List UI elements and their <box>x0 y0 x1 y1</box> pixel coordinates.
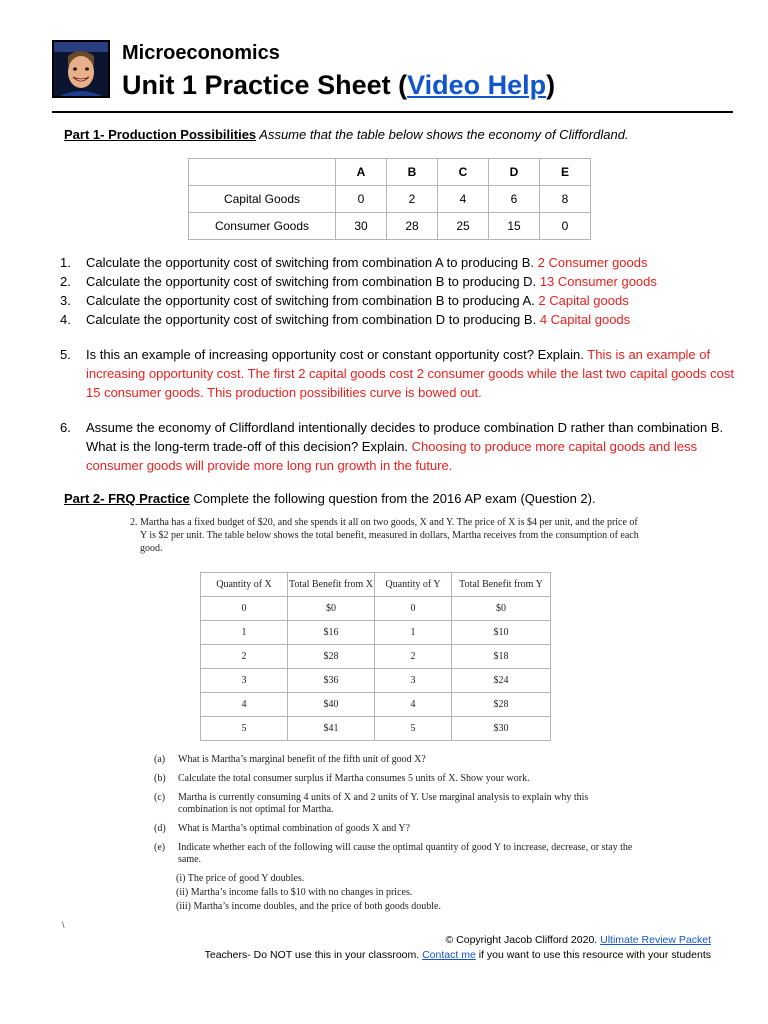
benefit-row <box>201 693 551 717</box>
benefit-cell: 1 <box>201 621 288 645</box>
exam-part-label: (c) <box>154 792 166 803</box>
question-answer: Choosing to produce more capital goods and less consumer goods will provide more long run growth in the future. <box>86 439 698 473</box>
author-avatar-icon <box>54 42 108 96</box>
benefit-cell: $0 <box>288 597 375 621</box>
question-text: Calculate the opportunity cost of switching from combination D to producing B. <box>86 312 537 327</box>
part2-heading <box>64 491 596 506</box>
benefit-column-header: Total Benefit from Y <box>452 573 551 597</box>
benefit-cell: $41 <box>288 717 375 741</box>
author-photo <box>52 40 110 98</box>
question-number: 2. <box>60 274 71 289</box>
part1-label: Part 1- Production Possibilities <box>64 127 257 142</box>
question-text: Calculate the opportunity cost of switching from combination B to producing A. <box>86 293 535 308</box>
question-answer: 2 Consumer goods <box>537 255 648 270</box>
benefit-cell: $30 <box>452 717 551 741</box>
question-answer: 4 Capital goods <box>539 312 631 327</box>
question-text: Calculate the opportunity cost of switching from combination B to producing D. <box>86 274 537 289</box>
benefit-cell: 5 <box>201 717 288 741</box>
header <box>52 40 732 100</box>
exam-part-text: Indicate whether each of the following will cause the optimal quantity of good Y to increase, decrease, or stay the same. <box>178 842 633 865</box>
benefit-cell: $18 <box>452 645 551 669</box>
question-answer: 13 Consumer goods <box>539 274 657 289</box>
exam-part <box>154 773 634 785</box>
question-list <box>60 253 750 475</box>
exam-part <box>154 754 634 766</box>
question-item <box>60 253 750 272</box>
ppf-column-header: B <box>387 159 438 186</box>
title-text: Unit 1 Practice Sheet ( <box>122 70 408 100</box>
benefit-cell: $28 <box>452 693 551 717</box>
benefit-row <box>201 597 551 621</box>
benefit-cell: $16 <box>288 621 375 645</box>
benefit-cell: $36 <box>288 669 375 693</box>
part2-label: Part 2- FRQ Practice <box>64 491 190 506</box>
ppf-cell: 0 <box>540 213 591 240</box>
benefit-header-row <box>201 573 551 597</box>
benefit-column-header: Total Benefit from X <box>288 573 375 597</box>
question-text: Is this an example of increasing opportunity cost or constant opportunity cost? Explain. <box>86 347 584 362</box>
exam-part-text: Calculate the total consumer surplus if Martha consumes 5 units of X. Show your work. <box>178 773 530 784</box>
benefit-cell: $28 <box>288 645 375 669</box>
exam-question-stem: Martha has a fixed budget of $20, and she spends it all on two goods, X and Y. The price of X is $4 per unit, and the price of Y is $2 per unit. The table below shows the total benefit, measured in dollars, Martha receives from the consumption of each good. <box>140 517 639 554</box>
exam-part-text: What is Martha’s optimal combination of goods X and Y? <box>178 823 411 834</box>
ppf-cell: 30 <box>336 213 387 240</box>
exam-part <box>154 792 634 816</box>
exam-part-text: What is Martha’s marginal benefit of the fifth unit of good X? <box>178 754 426 765</box>
ppf-cell: 2 <box>387 186 438 213</box>
video-help-link[interactable]: Video Help <box>407 70 547 100</box>
exam-question-number: 2. <box>130 517 138 528</box>
question-text: Assume the economy of Cliffordland intentionally decides to produce combination D rather than combination B. What is the long-term trade-off of this decision? Explain. <box>86 420 724 454</box>
question-number: 4. <box>60 312 71 327</box>
review-packet-link[interactable]: Ultimate Review Packet <box>600 934 711 946</box>
exam-parts <box>154 754 634 915</box>
course-name: Microeconomics <box>122 42 280 64</box>
question-item <box>60 418 750 475</box>
ppf-header-row <box>189 159 591 186</box>
stray-mark: \ <box>62 920 65 930</box>
exam-subpart: (i) The price of good Y doubles. <box>176 873 305 884</box>
benefit-cell: $24 <box>452 669 551 693</box>
question-text: Calculate the opportunity cost of switching from combination A to producing B. <box>86 255 535 270</box>
question-answer: This is an example of increasing opportunity cost. The first 2 capital goods cost 2 consumer goods while the last two capital goods cost 15 consumer goods. This production possibilities curve is bowed out. <box>86 347 734 400</box>
question-item <box>60 291 750 310</box>
benefit-cell: 0 <box>201 597 288 621</box>
ppf-column-header: C <box>438 159 489 186</box>
exam-part-label: (d) <box>154 823 166 834</box>
ppf-cell: 6 <box>489 186 540 213</box>
question-item <box>60 272 750 291</box>
ppf-cell: 28 <box>387 213 438 240</box>
question-number: 3. <box>60 293 71 308</box>
benefit-cell: $40 <box>288 693 375 717</box>
ppf-row-label: Consumer Goods <box>189 213 336 240</box>
question-number: 5. <box>60 347 71 362</box>
benefit-row <box>201 645 551 669</box>
benefit-table <box>200 572 551 741</box>
benefit-cell: 3 <box>201 669 288 693</box>
title-close-paren: ) <box>546 70 556 100</box>
exam-part-label: (b) <box>154 773 166 784</box>
ppf-column-header: D <box>489 159 540 186</box>
question-spacer <box>60 402 750 418</box>
ppf-row <box>189 186 591 213</box>
exam-part <box>154 842 634 866</box>
teachers-note-text: Teachers- Do NOT use this in your classroom. <box>204 949 423 961</box>
part1-instruction: Assume that the table below shows the economy of Cliffordland. <box>256 127 629 142</box>
benefit-column-header: Quantity of X <box>201 573 288 597</box>
benefit-cell: 2 <box>201 645 288 669</box>
benefit-cell: 3 <box>375 669 452 693</box>
header-divider <box>52 111 733 113</box>
ppf-row-label: Capital Goods <box>189 186 336 213</box>
ppf-cell: 4 <box>438 186 489 213</box>
exam-subpart: (ii) Martha’s income falls to $10 with no changes in prices. <box>176 887 413 898</box>
copyright-line <box>446 934 712 946</box>
ppf-corner-cell <box>189 159 336 186</box>
benefit-cell: 4 <box>375 693 452 717</box>
benefit-cell: $10 <box>452 621 551 645</box>
ppf-cell: 8 <box>540 186 591 213</box>
benefit-cell: 2 <box>375 645 452 669</box>
benefit-column-header: Quantity of Y <box>375 573 452 597</box>
ppf-table <box>188 158 591 240</box>
ppf-column-header: E <box>540 159 591 186</box>
page-title <box>122 70 555 101</box>
ppf-row <box>189 213 591 240</box>
exam-part-text: Martha is currently consuming 4 units of X and 2 units of Y. Use marginal analysis to explain why this combination is not optimal for Martha. <box>178 792 589 815</box>
ppf-column-header: A <box>336 159 387 186</box>
question-answer: 2 Capital goods <box>538 293 629 308</box>
question-number: 1. <box>60 255 71 270</box>
benefit-cell: 4 <box>201 693 288 717</box>
exam-part-label: (e) <box>154 842 166 853</box>
benefit-cell: 1 <box>375 621 452 645</box>
benefit-row <box>201 621 551 645</box>
part1-heading <box>64 127 629 142</box>
exam-subpart: (iii) Martha’s income doubles, and the price of both goods double. <box>176 901 441 912</box>
ppf-cell: 25 <box>438 213 489 240</box>
exam-question <box>130 516 640 555</box>
question-item <box>60 310 750 329</box>
question-item <box>60 345 750 402</box>
benefit-cell: 0 <box>375 597 452 621</box>
question-spacer <box>60 329 750 345</box>
copyright-text: © Copyright Jacob Clifford 2020. <box>445 934 601 946</box>
ppf-cell: 0 <box>336 186 387 213</box>
part2-instruction: Complete the following question from the 2016 AP exam (Question 2). <box>189 491 596 506</box>
question-number: 6. <box>60 420 71 435</box>
contact-link[interactable]: Contact me <box>422 949 476 961</box>
teachers-note <box>205 949 711 961</box>
exam-part <box>154 823 634 835</box>
benefit-cell: $0 <box>452 597 551 621</box>
benefit-cell: 5 <box>375 717 452 741</box>
ppf-cell: 15 <box>489 213 540 240</box>
exam-part-label: (a) <box>154 754 166 765</box>
benefit-row <box>201 717 551 741</box>
benefit-row <box>201 669 551 693</box>
teachers-note-suffix: if you want to use this resource with your students <box>475 949 711 961</box>
